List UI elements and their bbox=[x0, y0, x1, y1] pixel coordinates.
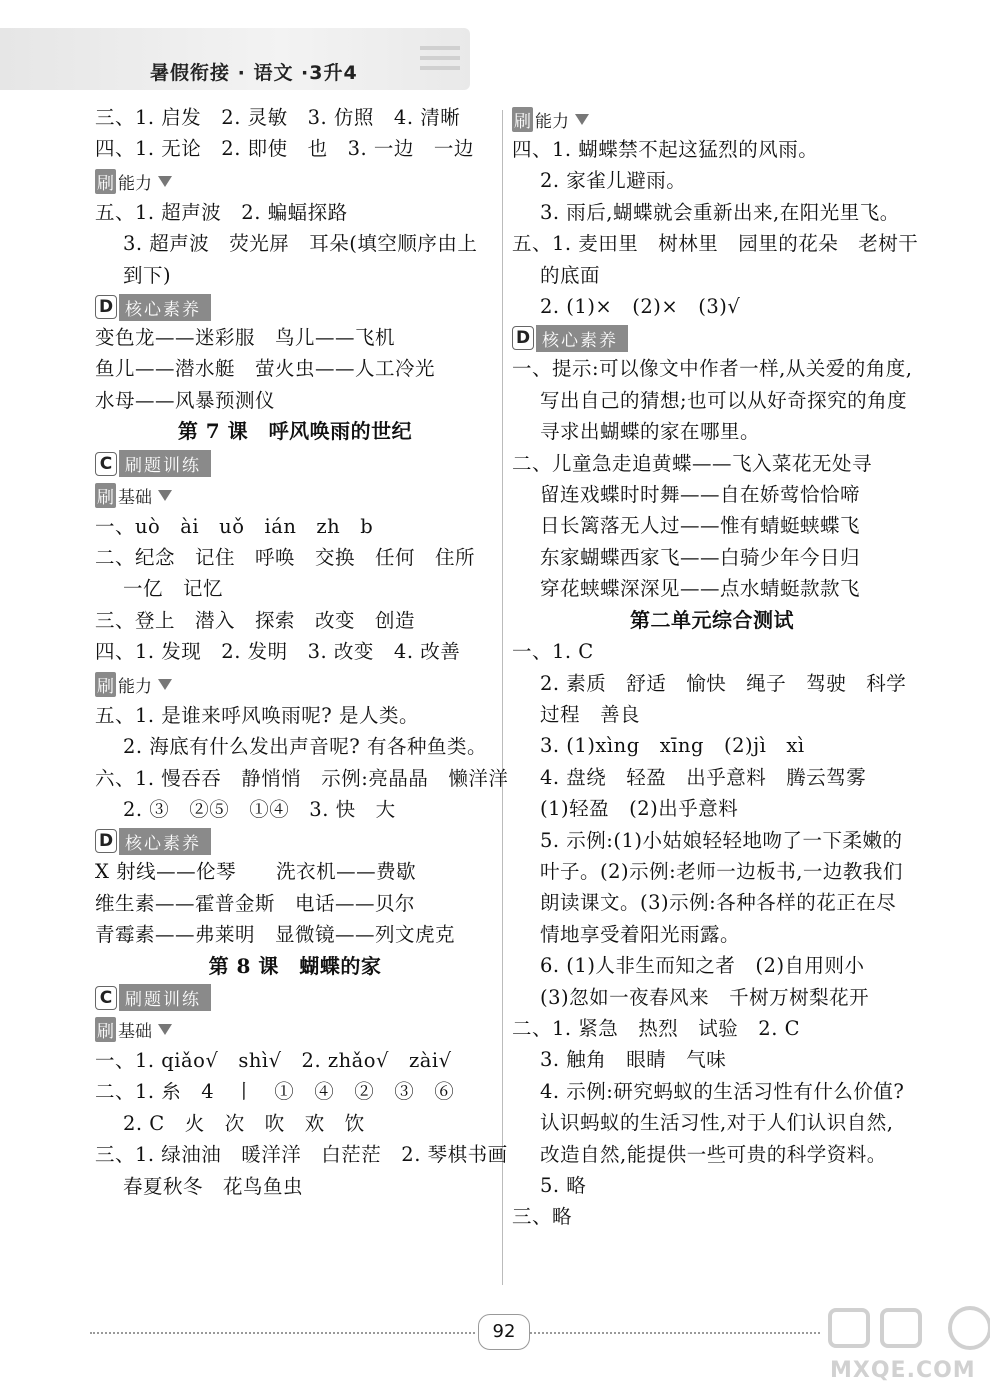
watermark-logo bbox=[820, 1300, 990, 1395]
answer-line: 3. (1)xìng xīng (2)jì xì bbox=[540, 734, 805, 758]
triangle-down-icon bbox=[158, 1024, 172, 1035]
answer-line: (1)轻盈 (2)出乎意料 bbox=[540, 797, 739, 821]
answer-line: 2. ③ ②⑤ ①④ 3. 快 大 bbox=[123, 797, 396, 821]
answer-line: 4. 盘绕 轻盈 出乎意料 腾云驾雾 bbox=[540, 765, 867, 789]
answer-line: 三、略 bbox=[512, 1205, 573, 1229]
section-tag bbox=[95, 448, 495, 479]
section-tag-letter: D bbox=[512, 326, 534, 350]
section-tag bbox=[95, 982, 495, 1013]
answer-line: 改造自然,能提供一些可贵的科学资料。 bbox=[540, 1142, 887, 1166]
answer-line: 一、提示:可以像文中作者一样,从关爱的角度, bbox=[512, 357, 913, 381]
answer-line: 青霉素——弗莱明 显微镜——列文虎克 bbox=[95, 923, 456, 947]
footer-dotted-line-left bbox=[90, 1332, 475, 1334]
section-title: 第 8 课 蝴蝶的家 bbox=[208, 953, 382, 978]
subsection-tag-label: 能力 bbox=[118, 677, 152, 698]
answer-line: X 射线——伦琴 洗衣机——费歇 bbox=[95, 860, 417, 884]
answer-line: 2. C 火 次 吹 欢 饮 bbox=[123, 1111, 365, 1135]
subsection-tag-label: 基础 bbox=[118, 1022, 152, 1043]
answer-line: 叶子。(2)示例:老师一边板书,一边教我们 bbox=[540, 859, 903, 883]
section-title: 第二单元综合测试 bbox=[630, 607, 794, 632]
subsection-tag bbox=[95, 668, 495, 700]
answer-line: 2. 家雀儿避雨。 bbox=[540, 169, 687, 193]
answer-line: 3. 触角 眼睛 气味 bbox=[540, 1048, 727, 1072]
right-column bbox=[512, 102, 919, 1233]
answer-line: 4. 示例:研究蚂蚁的生活习性有什么价值? bbox=[540, 1079, 905, 1103]
section-tag-letter: D bbox=[95, 295, 117, 319]
answer-line: 五、1. 麦田里 树林里 园里的花朵 老树干 bbox=[512, 232, 919, 256]
subsection-tag bbox=[95, 165, 495, 197]
section-tag-label: 核心素养 bbox=[119, 828, 211, 855]
answer-line: 的底面 bbox=[540, 263, 601, 287]
watermark-text: MXQE.COM bbox=[830, 1358, 976, 1383]
section-tag-label: 刷题训练 bbox=[119, 450, 211, 477]
answer-line: 变色龙——迷彩服 鸟儿——飞机 bbox=[95, 326, 396, 350]
answer-line: 一、1. C bbox=[512, 640, 594, 664]
answer-line: 一亿 记忆 bbox=[123, 577, 224, 601]
answer-line: 四、1. 发现 2. 发明 3. 改变 4. 改善 bbox=[95, 640, 461, 664]
section-tag-letter: C bbox=[95, 986, 117, 1010]
answer-line: 5. 略 bbox=[540, 1174, 587, 1197]
answer-line: 二、1. 紧急 热烈 试验 2. C bbox=[512, 1016, 801, 1040]
page-number: 92 bbox=[478, 1314, 530, 1350]
answer-line: 五、1. 超声波 2. 蝙蝠探路 bbox=[95, 200, 348, 224]
answer-line: 六、1. 慢吞吞 静悄悄 示例:亮晶晶 懒洋洋 bbox=[95, 766, 509, 790]
subsection-tag-prefix: 刷 bbox=[512, 107, 533, 132]
answer-line: 3. 雨后,蝴蝶就会重新出来,在阳光里飞。 bbox=[540, 200, 900, 224]
answer-line: 四、1. 无论 2. 即使 也 3. 一边 一边 bbox=[95, 137, 474, 161]
section-tag-letter: D bbox=[95, 829, 117, 853]
footer-dotted-line-right bbox=[530, 1332, 820, 1334]
section-tag-letter: C bbox=[95, 452, 117, 476]
subsection-tag-prefix: 刷 bbox=[95, 672, 116, 697]
answer-line: 2. 海底有什么发出声音呢? 有各种鱼类。 bbox=[123, 735, 487, 759]
answer-line: 3. 超声波 荧光屏 耳朵(填空顺序由上 bbox=[123, 232, 478, 256]
section-tag-label: 核心素养 bbox=[119, 294, 211, 321]
answer-line: 三、1. 绿油油 暖洋洋 白茫茫 2. 琴棋书画 bbox=[95, 1143, 508, 1167]
subsection-tag-prefix: 刷 bbox=[95, 1017, 116, 1042]
section-tag-label: 刷题训练 bbox=[119, 984, 211, 1011]
answer-line: 鱼儿——潜水艇 萤火虫——人工冷光 bbox=[95, 357, 436, 381]
answer-line: 三、1. 启发 2. 灵敏 3. 仿照 4. 清晰 bbox=[95, 106, 461, 129]
section-tag bbox=[95, 825, 495, 856]
answer-line: 一、uò ài uǒ ián zh b bbox=[95, 514, 374, 538]
section-title: 第 7 课 呼风唤雨的世纪 bbox=[177, 419, 413, 444]
subsection-tag bbox=[95, 1013, 495, 1045]
header-title: 暑假衔接 · 语文 ·3升4 bbox=[150, 62, 358, 84]
answer-line: 春夏秋冬 花鸟鱼虫 bbox=[123, 1174, 304, 1198]
section-tag bbox=[95, 291, 495, 322]
section-tag-label: 核心素养 bbox=[536, 325, 628, 352]
left-column bbox=[95, 102, 509, 1202]
answer-line: 一、1. qiǎo√ shì√ 2. zhǎo√ zài√ bbox=[95, 1048, 452, 1072]
triangle-down-icon bbox=[158, 176, 172, 187]
answer-line: 二、纪念 记住 呼唤 交换 任何 住所 bbox=[95, 546, 476, 570]
answer-line: 情地享受着阳光雨露。 bbox=[540, 922, 741, 946]
answer-line: 五、1. 是谁来呼风唤雨呢? 是人类。 bbox=[95, 703, 419, 727]
answer-line: 二、儿童急走追黄蝶——飞入菜花无处寻 bbox=[512, 451, 873, 475]
answer-line: 过程 善良 bbox=[540, 702, 641, 726]
answer-line: 二、1. 糸 4 丨 ① ④ ② ③ ⑥ bbox=[95, 1080, 455, 1104]
answer-line: 2. (1)× (2)× (3)√ bbox=[540, 295, 741, 319]
answer-line: (3)忽如一夜春风来 千树万树梨花开 bbox=[540, 985, 870, 1009]
answer-line: 2. 素质 舒适 愉快 绳子 驾驶 科学 bbox=[540, 671, 907, 695]
subsection-tag bbox=[95, 479, 495, 511]
triangle-down-icon bbox=[158, 490, 172, 501]
header-stripes-decoration bbox=[420, 42, 460, 82]
answer-line: 穿花蛱蝶深深见——点水蜻蜓款款飞 bbox=[540, 577, 861, 601]
subsection-tag-label: 基础 bbox=[118, 488, 152, 509]
column-divider bbox=[502, 110, 503, 1285]
answer-line: 三、登上 潜入 探索 改变 创造 bbox=[95, 608, 416, 632]
subsection-tag-label: 能力 bbox=[118, 174, 152, 195]
answer-line: 维生素——霍普金斯 电话——贝尔 bbox=[95, 891, 416, 915]
answer-line: 到下) bbox=[123, 263, 172, 287]
subsection-tag-label: 能力 bbox=[535, 111, 569, 132]
subsection-tag-prefix: 刷 bbox=[95, 483, 116, 508]
answer-line: 东家蝴蝶西家飞——白骑少年今日归 bbox=[540, 545, 861, 569]
answer-line: 水母——风暴预测仪 bbox=[95, 388, 276, 412]
answer-line: 朗读课文。(3)示例:各种各样的花正在尽 bbox=[540, 891, 897, 915]
answer-line: 四、1. 蝴蝶禁不起这猛烈的风雨。 bbox=[512, 138, 819, 161]
subsection-tag-prefix: 刷 bbox=[95, 169, 116, 194]
triangle-down-icon bbox=[158, 679, 172, 690]
answer-line: 写出自己的猜想;也可以从好奇探究的角度 bbox=[540, 388, 908, 412]
subsection-tag bbox=[512, 102, 912, 134]
answer-line: 日长篱落无人过——惟有蜻蜓蛱蝶飞 bbox=[540, 514, 861, 538]
answer-line: 6. (1)人非生而知之者 (2)自用则小 bbox=[540, 954, 865, 978]
answer-line: 寻求出蝴蝶的家在哪里。 bbox=[540, 420, 761, 444]
answer-line: 留连戏蝶时时舞——自在娇莺恰恰啼 bbox=[540, 483, 861, 507]
answer-line: 5. 示例:(1)小姑娘轻轻地吻了一下柔嫩的 bbox=[540, 828, 903, 852]
section-tag bbox=[512, 322, 912, 353]
triangle-down-icon bbox=[575, 114, 589, 125]
answer-line: 认识蚂蚁的生活习性,对于人们认识自然, bbox=[540, 1111, 894, 1135]
